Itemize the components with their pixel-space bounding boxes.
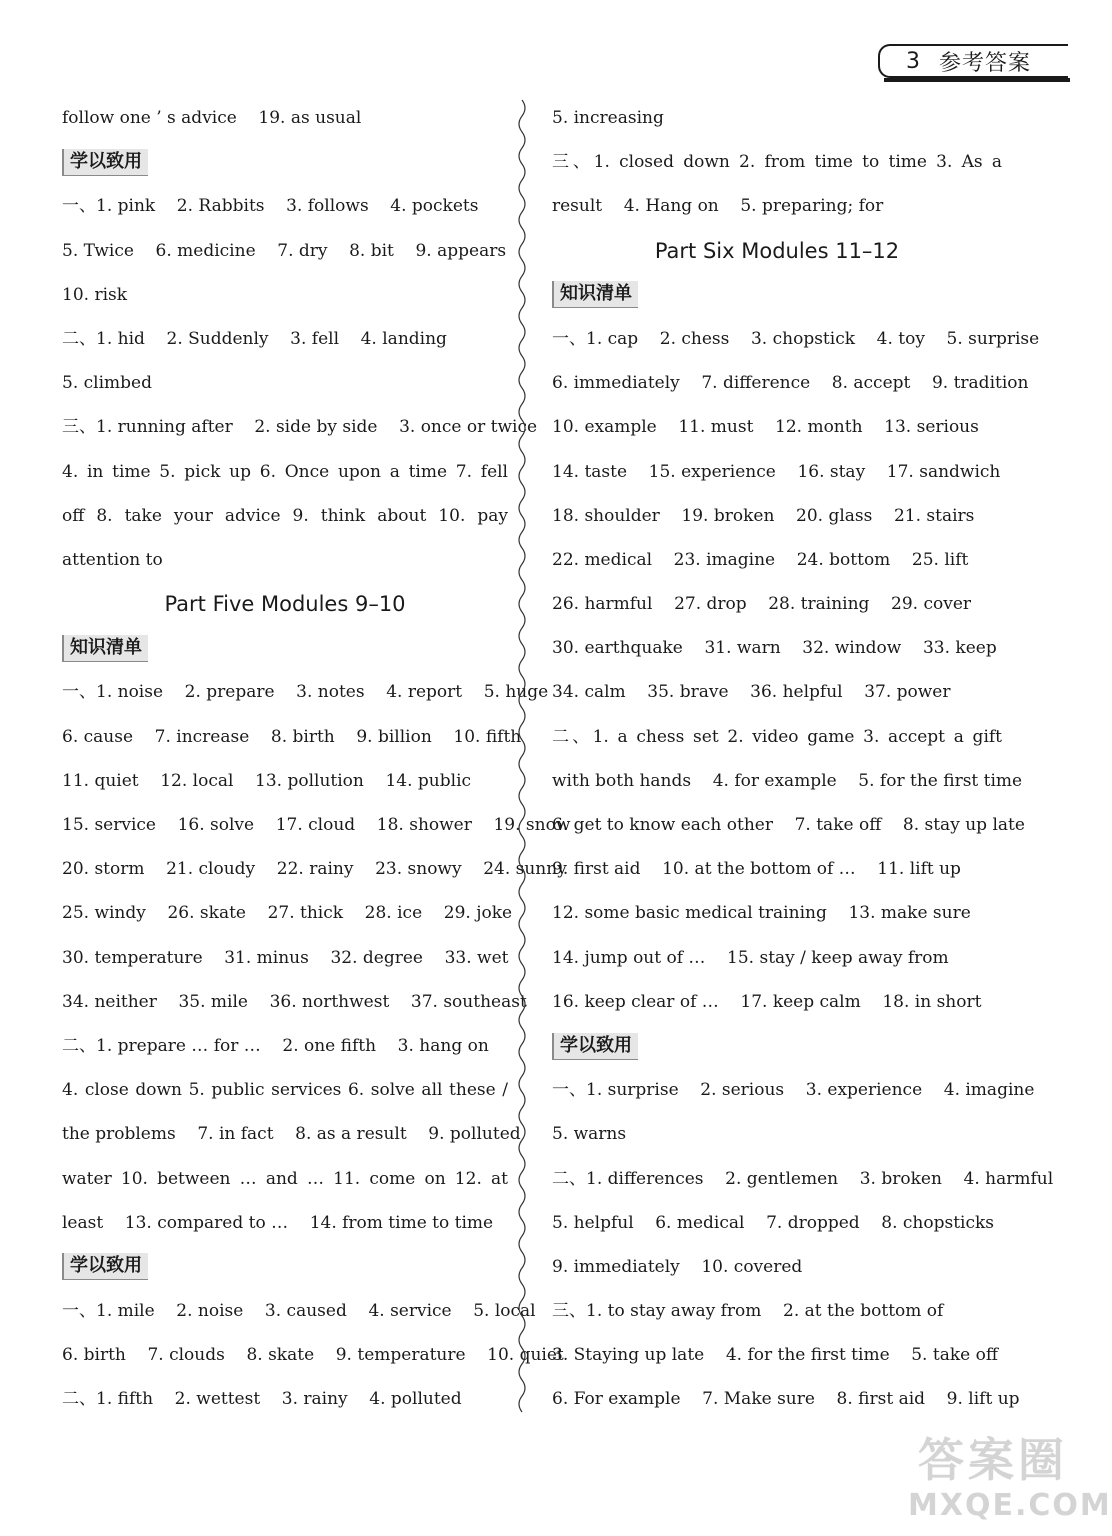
- page-header-title: 参考答案: [939, 50, 1032, 76]
- answer-line: 15. service 16. solve 17. cloud 18. shower 19. snow: [62, 815, 571, 835]
- right-column: [552, 96, 1054, 1422]
- answer-line: water 10. between … and … 11. come on 12. at: [62, 1168, 508, 1189]
- answer-line: 5. Twice 6. medicine 7. dry 8. bit 9. appears: [62, 240, 507, 261]
- section-heading: [552, 273, 1002, 317]
- answer-line: 一、1. noise 2. prepare 3. notes 4. report 5. huge: [62, 682, 549, 703]
- answer-line: follow one ’ s advice 19. as usual: [62, 108, 362, 128]
- watermark-logo: 答案圈 MXQE.COM: [908, 1433, 1112, 1523]
- answer-line: 二、1. prepare … for … 2. one fifth 3. hang on: [62, 1035, 489, 1056]
- answer-line: 4. close down 5. public services 6. solve all these /: [62, 1080, 508, 1101]
- answer-line: 30. earthquake 31. warn 32. window 33. keep: [552, 638, 997, 659]
- answer-line: 10. risk: [62, 284, 128, 305]
- answer-line: 一、1. pink 2. Rabbits 3. follows 4. pockets: [62, 196, 479, 217]
- answer-line: 二、1. differences 2. gentlemen 3. broken 4. harmful: [552, 1168, 1054, 1189]
- answer-line: 一、1. surprise 2. serious 3. experience 4. imagine: [552, 1080, 1035, 1101]
- answer-line: 5. warns: [552, 1124, 627, 1145]
- answer-line: 14. taste 15. experience 16. stay 17. sandwich: [552, 461, 1001, 482]
- answer-line: attention to: [62, 549, 163, 570]
- section-heading-label: 知识清单: [552, 281, 638, 308]
- section-heading: [62, 1245, 508, 1289]
- answer-line: result 4. Hang on 5. preparing; for: [552, 196, 884, 217]
- column-divider: [515, 100, 529, 1410]
- part-title: Part Six Modules 11–12: [654, 238, 900, 263]
- answer-line: 三、1. to stay away from 2. at the bottom of: [552, 1301, 944, 1322]
- answer-line: 10. example 11. must 12. month 13. serious: [552, 417, 979, 438]
- section-heading: [62, 140, 508, 184]
- left-column: [62, 96, 571, 1422]
- answer-line: 6. get to know each other 7. take off 8. stay up late: [552, 815, 1025, 835]
- answer-line: 9. first aid 10. at the bottom of … 11. lift up: [552, 859, 961, 880]
- part-title: Part Five Modules 9–10: [164, 592, 406, 617]
- page-number: 3: [906, 48, 921, 74]
- answer-line: 5. increasing: [552, 108, 664, 128]
- answer-line: 11. quiet 12. local 13. pollution 14. public: [62, 770, 472, 791]
- answer-line: 4. in time 5. pick up 6. Once upon a time 7. fell: [62, 461, 508, 482]
- answer-line: off 8. take your advice 9. think about 10. pay: [62, 505, 508, 526]
- section-heading-label: 学以致用: [62, 1253, 148, 1280]
- section-heading-label: 知识清单: [62, 635, 148, 662]
- answer-line: 12. some basic medical training 13. make sure: [552, 903, 971, 924]
- answer-line: 34. calm 35. brave 36. helpful 37. power: [552, 682, 951, 703]
- answer-line: 6. For example 7. Make sure 8. first aid 9. lift up: [552, 1389, 1020, 1410]
- answer-line: 三、1. closed down 2. from time to time 3. As a: [552, 152, 1002, 173]
- section-heading: [62, 626, 508, 670]
- answer-line: 25. windy 26. skate 27. thick 28. ice 29. joke: [62, 903, 513, 924]
- answer-line: 18. shoulder 19. broken 20. glass 21. stairs: [552, 505, 975, 526]
- section-heading-label: 学以致用: [62, 149, 148, 176]
- answer-line: 一、1. cap 2. chess 3. chopstick 4. toy 5. surprise: [552, 328, 1040, 349]
- answer-line: 14. jump out of … 15. stay / keep away from: [552, 947, 949, 968]
- answer-line: 二、1. fifth 2. wettest 3. rainy 4. polluted: [62, 1389, 462, 1410]
- answer-line: 9. immediately 10. covered: [552, 1256, 803, 1277]
- page-header-tab: [878, 44, 1068, 78]
- answer-line: 6. cause 7. increase 8. birth 9. billion 10. fifth: [62, 726, 522, 747]
- answer-line: 3. Staying up late 4. for the first time 5. take off: [552, 1345, 998, 1366]
- answer-line: 5. helpful 6. medical 7. dropped 8. chopsticks: [552, 1212, 995, 1233]
- answer-line: 一、1. mile 2. noise 3. caused 4. service 5. local: [62, 1301, 536, 1322]
- answer-line: least 13. compared to … 14. from time to time: [62, 1212, 494, 1233]
- header-tab-underline: [884, 78, 1070, 82]
- answer-line: 二、1. hid 2. Suddenly 3. fell 4. landing: [62, 328, 447, 349]
- answer-line: 二、1. a chess set 2. video game 3. accept a gift: [552, 726, 1002, 747]
- answer-line: 26. harmful 27. drop 28. training 29. cover: [552, 594, 972, 615]
- section-heading: [552, 1024, 1002, 1068]
- answer-line: with both hands 4. for example 5. for the first time: [552, 770, 1023, 791]
- answer-line: 16. keep clear of … 17. keep calm 18. in short: [552, 991, 982, 1012]
- answer-line: 6. immediately 7. difference 8. accept 9. tradition: [552, 373, 1029, 394]
- answer-line: 6. birth 7. clouds 8. skate 9. temperature 10. quiet: [62, 1345, 564, 1366]
- section-heading-label: 学以致用: [552, 1033, 638, 1060]
- answer-line: 30. temperature 31. minus 32. degree 33. wet: [62, 947, 509, 968]
- answer-line: 34. neither 35. mile 36. northwest 37. southeast: [62, 991, 527, 1012]
- answer-line: 5. climbed: [62, 373, 152, 394]
- answer-line: 20. storm 21. cloudy 22. rainy 23. snowy 24. sunny: [62, 859, 567, 880]
- answer-line: 三、1. running after 2. side by side 3. once or twice: [62, 417, 538, 438]
- answer-line: 22. medical 23. imagine 24. bottom 25. lift: [552, 549, 969, 570]
- answer-line: the problems 7. in fact 8. as a result 9. polluted: [62, 1124, 521, 1145]
